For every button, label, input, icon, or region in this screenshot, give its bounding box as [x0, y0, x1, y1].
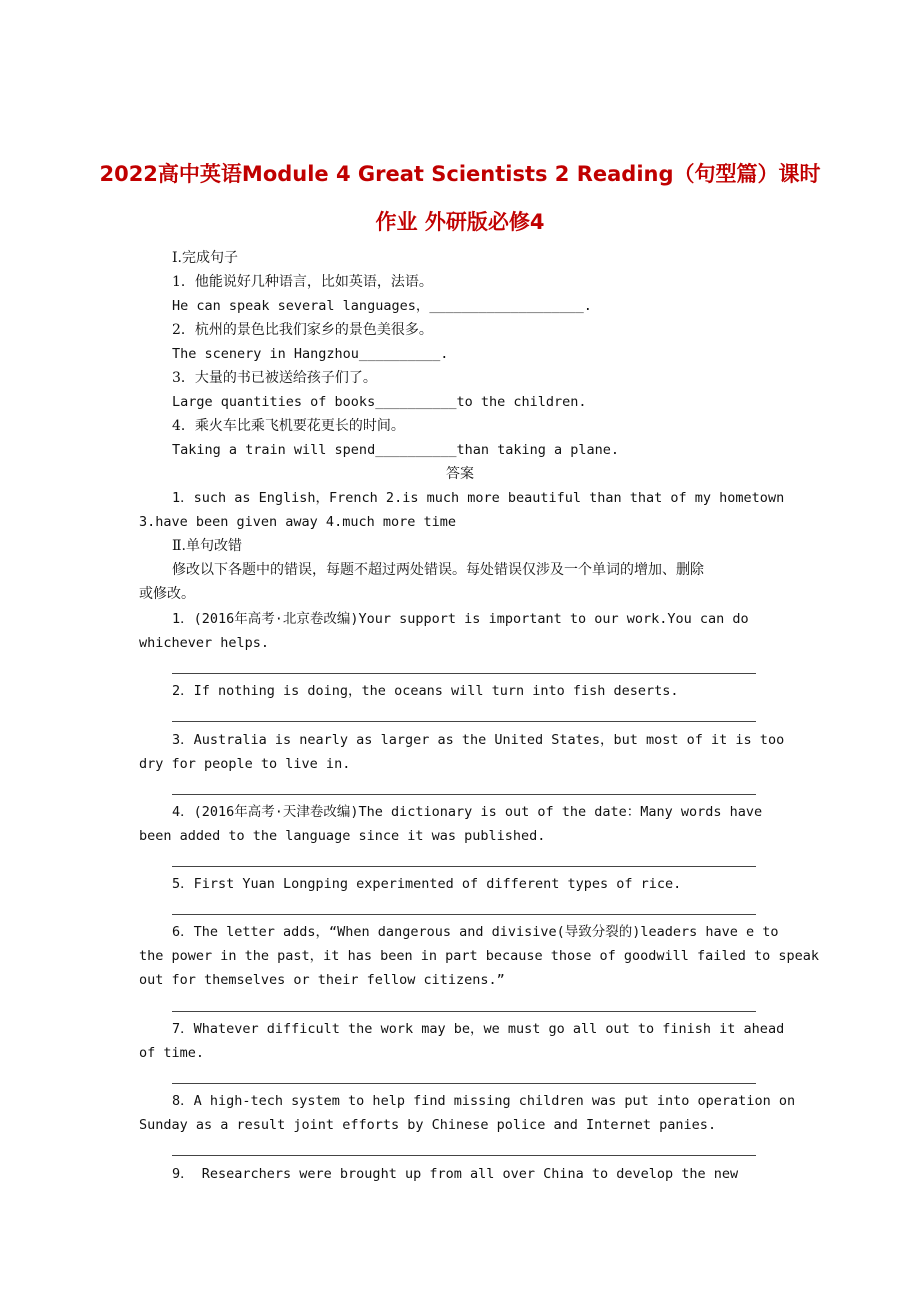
answer-line-8 [172, 1155, 756, 1156]
item6-line1: 6．The letter adds，“When dangerous and divisive(导致分裂的)leaders have e to [172, 924, 779, 940]
answer-heading: 答案 [446, 466, 474, 482]
item8-line2: Sunday as a result joint efforts by Chinese police and Internet panies. [139, 1117, 717, 1133]
section2-instruction-line1: 修改以下各题中的错误，每题不超过两处错误。每处错误仅涉及一个单词的增加、删除 [172, 562, 704, 578]
item2-line1: 2．If nothing is doing，the oceans will turn into fish deserts. [172, 683, 679, 699]
section2-instruction-line2: 或修改。 [139, 586, 195, 602]
answers-line2: 3.have been given away 4.much more time [139, 514, 456, 530]
item7-line2: of time. [139, 1045, 205, 1061]
q1-english: He can speak several languages，___________________. [172, 298, 592, 314]
item1-line2: whichever helps. [139, 635, 270, 651]
answer-line-7 [172, 1083, 756, 1084]
item8-line1: 8．A high-tech system to help find missing children was put into operation on [172, 1093, 796, 1109]
q4-chinese: 4．乘火车比乘飞机要花更长的时间。 [172, 418, 405, 434]
q3-english: Large quantities of books__________to the children. [172, 394, 587, 410]
item7-line1: 7．Whatever difficult the work may be，we must go all out to finish it ahead [172, 1021, 785, 1037]
q2-english: The scenery in Hangzhou__________. [172, 346, 449, 362]
item4-line1: 4．(2016年高考·天津卷改编)The dictionary is out of the date：Many words have [172, 804, 763, 820]
answers-line1: 1．such as English，French 2.is much more beautiful than that of my hometown [172, 490, 785, 506]
section2-heading: Ⅱ.单句改错 [172, 538, 242, 554]
document-title-line2: 作业 外研版必修4 [375, 210, 545, 234]
item1-line1: 1．(2016年高考·北京卷改编)Your support is important to our work.You can do [172, 611, 749, 627]
item9-line1: 9． Researchers were brought up from all over China to develop the new [172, 1166, 739, 1182]
q1-chinese: 1．他能说好几种语言，比如英语，法语。 [172, 274, 433, 290]
q2-chinese: 2．杭州的景色比我们家乡的景色美很多。 [172, 322, 433, 338]
item3-line1: 3．Australia is nearly as larger as the United States，but most of it is too [172, 732, 785, 748]
answer-line-5 [172, 914, 756, 915]
item6-line2: the power in the past，it has been in part because those of goodwill failed to speak [139, 948, 819, 964]
document-title-line1: 2022高中英语Module 4 Great Scientists 2 Reading（句型篇）课时 [99, 162, 821, 186]
item4-line2: been added to the language since it was published. [139, 828, 546, 844]
item6-line3: out for themselves or their fellow citizens.” [139, 972, 505, 988]
section1-heading: Ⅰ.完成句子 [172, 250, 238, 266]
answer-line-2 [172, 721, 756, 722]
item3-line2: dry for people to live in. [139, 756, 351, 772]
q3-chinese: 3．大量的书已被送给孩子们了。 [172, 370, 377, 386]
answer-line-1 [172, 673, 756, 674]
answer-line-6 [172, 1011, 756, 1012]
item5-line1: 5．First Yuan Longping experimented of different types of rice. [172, 876, 682, 892]
answer-line-3 [172, 794, 756, 795]
q4-english: Taking a train will spend__________than taking a plane. [172, 442, 620, 458]
answer-line-4 [172, 866, 756, 867]
